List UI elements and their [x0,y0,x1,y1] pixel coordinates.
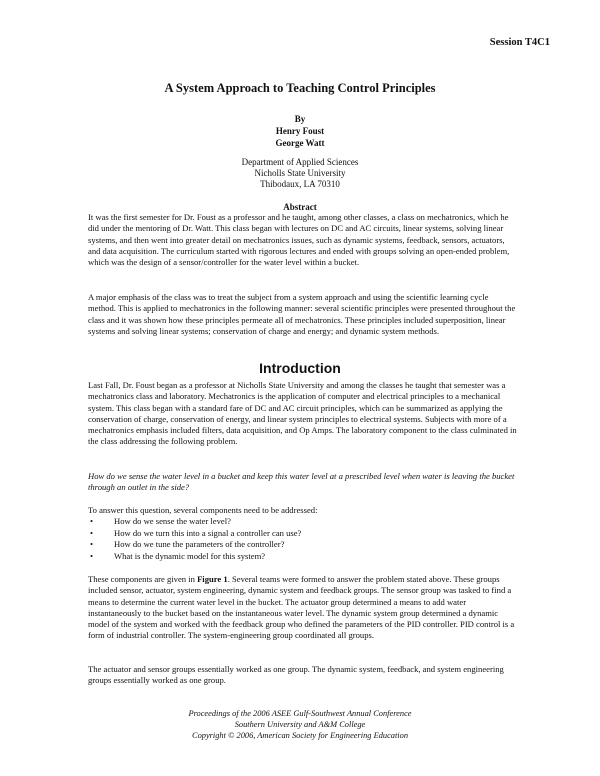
footer-line: Proceedings of the 2006 ASEE Gulf-Southwest Annual Conference [188,709,412,718]
abstract-heading: Abstract [283,202,317,212]
body-paragraph: The actuator and sensor groups essentially worked as one group. The dynamic system, feedback, and system engineering groups essentially worked as one group. [88,664,504,686]
session-label: Session T4C1 [489,37,550,48]
byline [0,113,600,149]
footer-line: Southern University and A&M College [234,720,366,729]
affiliation-line: Department of Applied Sciences [241,157,359,167]
footer-line: Copyright © 2006, American Society for Engineering Education [191,731,409,740]
list-item [88,528,518,540]
list-item [88,516,518,528]
bullet-icon: • [90,516,94,526]
bullet-icon: • [90,539,94,550]
abstract-paragraph: It was the first semester for Dr. Foust as a professor and he taught, among other classes, a class on mechatronics, which he did under the mentoring of Dr. Watt. This class began with lectures on DC and AC circuits, linear systems, solving linear systems, and then went into greater detail on mechatronics issues, such as dynamic systems, feedback, sensors, actuators, and data acquisition. The curriculum started with rigorous lectures and ended with groups solving an open-ended problem, which was the design of a sensor/controller for the water level within a bucket. [88,212,510,268]
conference-footer [0,708,600,741]
body-text: These components are given in [88,574,198,584]
bullet-icon: • [90,550,94,561]
list-item-text: What is the dynamic model for this system? [114,550,266,561]
body-paragraph: Last Fall, Dr. Foust began as a professor at Nicholls State University and among the classes he taught that semester was a mechatronics class and laboratory. Mechatronics is the application of computer and electrical principles to a mechanical system. This class began with a standard fare of DC and AC circuit principles, which can be summarized as applying the conservation of charge, conservation of energy, and linear system principles to electrical systems. Subjects with more of a mechatronics emphasis included filters, data acquisition, and Op Amps. The laboratory component to the class culminated in the class addressing the following problem. [88,380,517,447]
figure-reference[interactable]: Figure 1 [197,574,228,584]
affiliation [0,157,600,190]
body-paragraph [88,574,518,642]
author-name: George Watt [275,138,325,148]
list-item-text: How do we sense the water level? [114,516,231,526]
section-heading-introduction: Introduction [259,360,341,376]
list-item [88,551,518,563]
body-paragraph: To answer this question, several components need to be addressed: [88,505,318,515]
bullet-icon: • [90,527,94,538]
list-item-text: How do we tune the parameters of the controller? [114,539,285,550]
paper-title: A System Approach to Teaching Control Principles [164,81,436,95]
author-name: Henry Foust [275,126,325,136]
list-item-text: How do we turn this into a signal a controller can use? [114,527,302,538]
body-text: . Several teams were formed to answer the problem stated above. These groups included sensor, actuator, system engineering, dynamic system and feedback groups. The sensor group was tasked to find a means to determine the current water level in the bucket. The actuator group determined a means to add water instantaneously to the bucket based on the instantaneous water level. The dynamic system group determined a dynamic model of the system and worked with the feedback group who defined the parameters of the PID controller. PID control is a form of industrial controller. The system-engineering group coordinated all groups. [88,574,515,641]
component-list [88,516,518,562]
affiliation-line: Thibodaux, LA 70310 [260,179,340,189]
list-item [88,539,518,551]
abstract-paragraph: A major emphasis of the class was to treat the subject from a system approach and using the scientific learning cycle method. This is applied to mechatronics in the following manner: several scientific principles were presented throughout the class and it was shown how these principles permeate all of mechatronics. These principles included superposition, linear systems and solving linear systems; conservation of charge and energy; and dynamic system methods. [88,292,516,336]
affiliation-line: Nicholls State University [254,168,346,178]
by-label: By [294,114,306,124]
problem-question: How do we sense the water level in a bucket and keep this water level at a prescribed level when water is leaving the bucket through an outlet in the side? [88,471,515,493]
